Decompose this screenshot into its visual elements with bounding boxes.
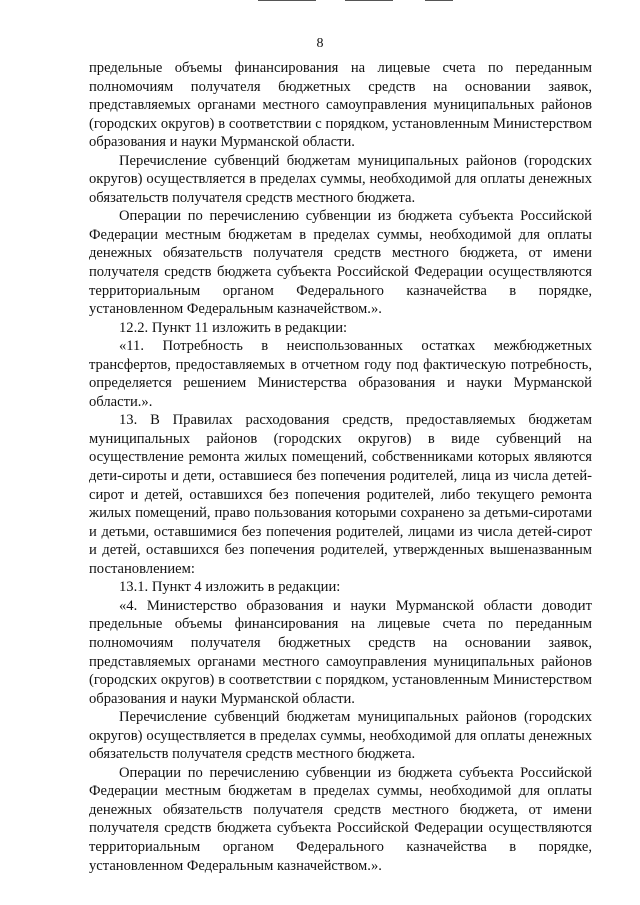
scan-edge-line bbox=[258, 0, 316, 1]
paragraph-point-11: «11. Потребность в неиспользованных остатках межбюджетных трансфертов, предоставляемых в отчетном году под фактическую потребность, определяется решением Министерства образования и науки Мурманской области.». bbox=[89, 338, 592, 410]
paragraph-subvention-transfer: Перечисление субвенций бюджетам муниципальных районов (городских округов) осуществляется в пределах суммы, необходимой для оплаты денежных обязательств получателя средств местного бюджета. bbox=[89, 152, 592, 206]
paragraph-treasury-operations-2: Операции по перечислению субвенции из бюджета субъекта Российской Федерации местным бюджетам в пределах суммы, необходимой для оплаты денежных обязательств получателя средств местного бюджета, от имени получателя средств бюджета субъекта Российской Федерации осуществляются территориальным органом Федерального казначейства в порядке, установленном Федеральным казначейством.». bbox=[89, 764, 592, 874]
paragraph-item-13-1: 13.1. Пункт 4 изложить в редакции: bbox=[119, 579, 341, 596]
paragraph-item-12-2: 12.2. Пункт 11 изложить в редакции: bbox=[119, 319, 348, 336]
scan-edge-line bbox=[345, 0, 393, 1]
paragraph-continuation: предельные объемы финансирования на лицевые счета по переданным полномочиям получателя бюджетных средств на основании заявок, представляемых органами местного самоуправления муниципальных районов (городских округов) в соответствии с порядком, установленным Министерством образования и науки Мурманской области. bbox=[89, 60, 592, 151]
paragraph-treasury-operations: Операции по перечислению субвенции из бюджета субъекта Российской Федерации местным бюджетам в пределах суммы, необходимой для оплаты денежных обязательств получателя средств местного бюджета, от имени получателя средств бюджета субъекта Российской Федерации осуществляются территориальным органом Федерального казначейства в порядке, установленном Федеральным казначейством.». bbox=[89, 208, 592, 318]
page-number: 8 bbox=[316, 36, 324, 51]
paragraph-item-13: 13. В Правилах расходования средств, предоставляемых бюджетам муниципальных районов (городских округов) в виде субвенций на осуществление ремонта жилых помещений, собственниками которых являются дети-сироты и дети, оставшиеся без попечения родителей, лица из числа детей-сирот и детей, оставшихся без попечения родителей, либо текущего ремонта жилых помещений, право пользования которыми сохранено за детьми-сиротами и детьми, оставшимися без попечения родителей, лицами из числа детей-сирот и детей, оставшихся без попечения родителей, утвержденных вышеназванным постановлением: bbox=[89, 412, 592, 577]
paragraph-subvention-transfer-2: Перечисление субвенций бюджетам муниципальных районов (городских округов) осуществляется в пределах суммы, необходимой для оплаты денежных обязательств получателя средств местного бюджета. bbox=[89, 709, 592, 763]
paragraph-point-4: «4. Министерство образования и науки Мурманской области доводит предельные объемы финансирования на лицевые счета по переданным полномочиям получателя бюджетных средств на основании заявок, представляемых органами местного самоуправления муниципальных районов (городских округов) в соответствии с порядком, установленным Министерством образования и науки Мурманской области. bbox=[89, 597, 592, 707]
scan-edge-line bbox=[425, 0, 453, 1]
document-body bbox=[89, 59, 592, 875]
